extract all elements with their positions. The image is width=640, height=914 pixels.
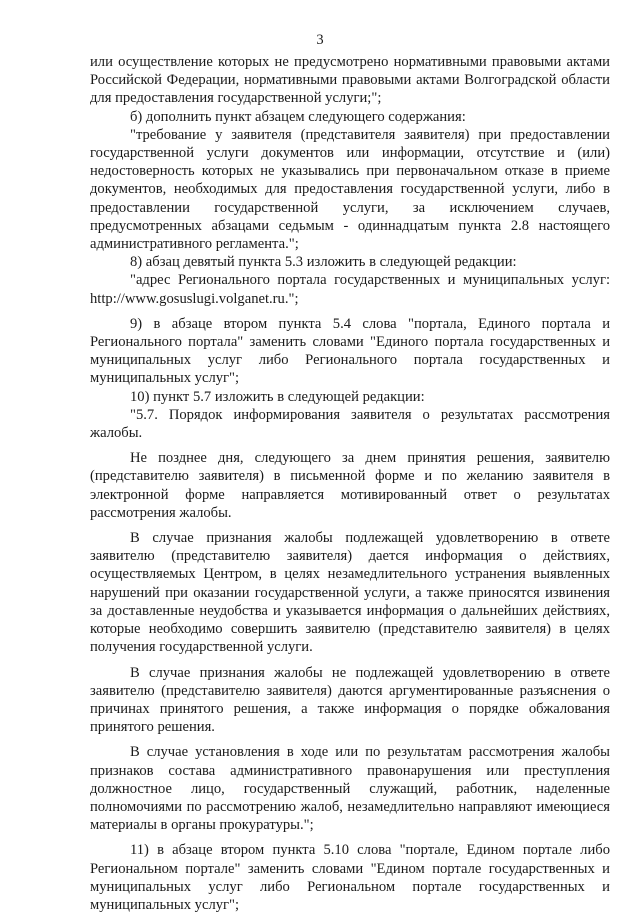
paragraph-violation-found: В случае установления в ходе или по результатам рассмотрения жалобы признаков состава административного правонарушения или преступления должностное лицо, государственный служащий, работник, наделенные полномочиями по рассмотрению жалоб, незамедлительно направляют имеющиеся материалы в органы прокуратуры."; xyxy=(90,744,610,834)
paragraph-continuation: или осуществление которых не предусмотрено нормативными правовыми актами Российской Федерации, нормативными правовыми актами Волгоградской области для предоставления государственной услуги;"; xyxy=(90,54,610,107)
paragraph-complaint-satisfied: В случае признания жалобы подлежащей удовлетворению в ответе заявителю (представителю заявителя) дается информация о действиях, осуществляемых Центром, в целях незамедлительного устранения выявленных нарушений при оказании государственной услуги, а также приносятся извинения за доставленные неудобства и указывается информация о дальнейших действиях, которые необходимо совершить заявителю (представителю заявителя) в целях получения государственной услуги. xyxy=(90,530,610,656)
page-number: 3 xyxy=(316,32,324,48)
paragraph-5-7-heading: "5.7. Порядок информирования заявителя о результатах рассмотрения жалобы. xyxy=(90,406,610,442)
paragraph-item-10: 10) пункт 5.7 изложить в следующей редакции: xyxy=(130,388,425,405)
paragraph-response-deadline: Не позднее дня, следующего за днем принятия решения, заявителю (представителю заявителя) в письменной форме и по желанию заявителя в электронной форме направляется мотивированный ответ о результатах рассмотрения жалобы. xyxy=(90,450,610,521)
document-body xyxy=(90,53,610,914)
paragraph-item-11: 11) в абзаце втором пункта 5.10 слова "портале, Едином портале либо Региональном портале" заменить словами "Едином портале государственных и муниципальных услуг либо Региональном портале государственных и муниципальных услуг"; xyxy=(90,842,610,913)
paragraph-item-8: 8) абзац девятый пункта 5.3 изложить в следующей редакции: xyxy=(130,254,517,271)
paragraph-complaint-rejected: В случае признания жалобы не подлежащей удовлетворению в ответе заявителю (представителю заявителя) даются аргументированные разъяснения о причинах принятого решения, а также информация о порядке обжалования принятого решения. xyxy=(90,664,610,736)
paragraph-portal-address: "адрес Регионального портала государственных и муниципальных услуг: http://www.gosuslugi.volganet.ru."; xyxy=(90,272,610,307)
paragraph-requirement-quote: "требование у заявителя (представителя заявителя) при предоставлении государственной услуги документов или информации, отсутствие и (или) недостоверность которых не указывались при первоначальном отказе в приеме документов, необходимых для предоставления государственной услуги, либо в предоставлении государственной услуги, за исключением случаев, предусмотренных абзацами седьмым - одиннадцатым пункта 2.8 настоящего административного регламента."; xyxy=(90,126,610,253)
paragraph-item-b: б) дополнить пункт абзацем следующего содержания: xyxy=(130,108,466,125)
paragraph-item-9: 9) в абзаце втором пункта 5.4 слова "портала, Единого портала и Регионального портала" заменить словами "Единого портала государственных и муниципальных услуг либо Регионального портала государственных и муниципальных услуг"; xyxy=(90,315,610,387)
